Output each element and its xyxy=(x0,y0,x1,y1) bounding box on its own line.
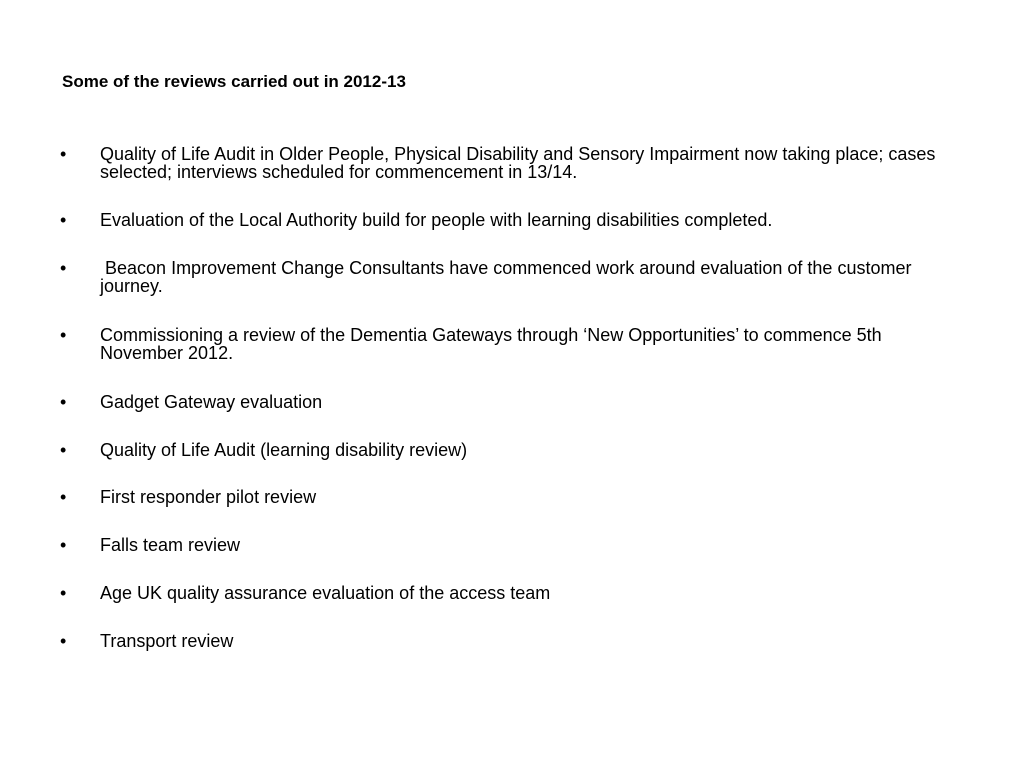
bullet-icon: • xyxy=(60,144,67,164)
bullet-icon: • xyxy=(60,440,67,460)
list-item-text: Transport review xyxy=(100,631,234,651)
bullet-icon: • xyxy=(60,325,67,345)
list-item-text: Falls team review xyxy=(100,535,241,555)
bullet-icon: • xyxy=(60,631,67,651)
list-item-text: Quality of Life Audit in Older People, Physical Disability and Sensory Impairment now taking place; cases selected; interviews scheduled for commencement in 13/14. xyxy=(100,144,936,182)
list-item-text: Commissioning a review of the Dementia Gateways through ‘New Opportunities’ to commence 5th November 2012. xyxy=(100,325,882,363)
bullet-icon: • xyxy=(60,392,67,412)
list-item-text: Age UK quality assurance evaluation of the access team xyxy=(100,583,551,603)
bullet-icon: • xyxy=(60,583,67,603)
list-item-text: Evaluation of the Local Authority build for people with learning disabilities completed. xyxy=(100,210,773,230)
slide-title: Some of the reviews carried out in 2012-13 xyxy=(62,72,406,91)
bullet-icon: • xyxy=(60,258,67,278)
list-item-text: First responder pilot review xyxy=(100,487,317,507)
bullet-icon: • xyxy=(60,210,67,230)
list-item-text: Beacon Improvement Change Consultants have commenced work around evaluation of the customer journey. xyxy=(100,258,917,296)
list-item-text: Gadget Gateway evaluation xyxy=(100,392,323,412)
bullet-icon: • xyxy=(60,487,67,507)
list-item-text: Quality of Life Audit (learning disability review) xyxy=(100,440,468,460)
bullet-icon: • xyxy=(60,535,67,555)
